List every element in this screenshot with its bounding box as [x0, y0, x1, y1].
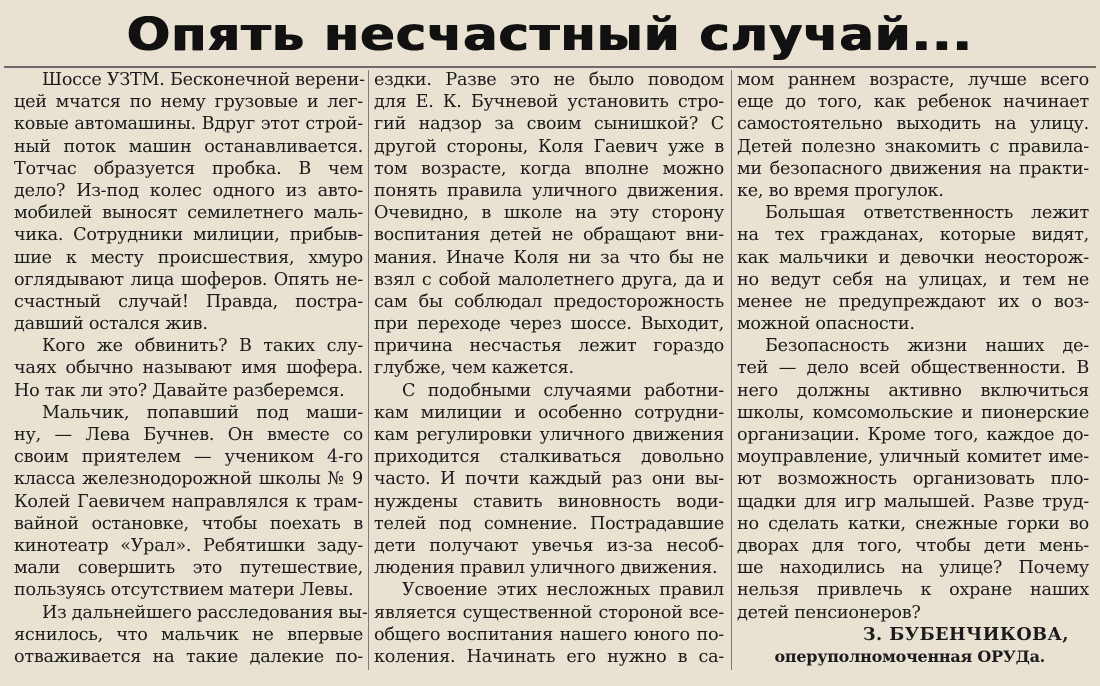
text-line: ну, — Лева Бучнев. Он вместе со: [14, 425, 363, 445]
text-line: Большая ответственность лежит: [765, 203, 1089, 224]
text-line: является существенной стороной все-: [374, 602, 724, 623]
text-line: Но так ли это? Давайте разберемся.: [14, 380, 345, 401]
text-line: кам милиции и особенно сотрудни-: [374, 402, 724, 423]
article-column-1: [14, 69, 368, 668]
text-line: при переходе через шоссе. Выходит,: [374, 314, 724, 335]
text-line: яснилось, что мальчик не впервые: [14, 624, 363, 645]
text-line: нельзя привлечь к охране наших: [737, 580, 1089, 601]
column-divider: [731, 70, 732, 670]
text-line: взял с собой малолетнего друга, да и: [374, 269, 724, 290]
text-line: другой стороны, Коля Гаевич уже в: [374, 136, 724, 157]
text-line: гий надзор за своим сынишкой? С: [374, 114, 724, 135]
text-line: ковые автомашины. Вдруг этот строй-: [14, 114, 363, 135]
text-line: Шоссе УЗТМ. Бесконечной верени-: [42, 70, 365, 90]
text-line: Кого же обвинить? В таких слу-: [42, 336, 363, 357]
article-headline: Опять несчастный случай...: [126, 8, 974, 61]
text-line: отваживается на такие далекие по-: [14, 646, 363, 667]
text-line: можной опасности.: [737, 314, 915, 335]
text-line: как мальчики и девочки неосторож-: [737, 247, 1089, 268]
text-line: ют возможность организовать пло-: [737, 469, 1089, 490]
text-line: но сделать катки, снежные горки во: [737, 513, 1089, 534]
text-line: Очевидно, в школе на эту сторону: [374, 203, 724, 224]
text-line: класса железнодорожной школы № 9: [14, 469, 363, 490]
text-line: людения правил уличного движения.: [374, 558, 718, 579]
text-line: шие к месту происшествия, хмуро: [14, 247, 363, 268]
text-line: понять правила уличного движения.: [374, 180, 724, 201]
text-line: мания. Иначе Коля ни за что бы не: [374, 247, 724, 268]
text-line: Безопасность жизни наших де-: [765, 336, 1089, 357]
text-line: кинотеатр «Урал». Ребятишки заду-: [14, 535, 363, 556]
text-line: но ведут себя на улицах, и тем не: [737, 269, 1089, 290]
text-line: пользуясь отсутствием матери Левы.: [14, 580, 354, 601]
text-line: коления. Начинать его нужно в са-: [374, 646, 724, 667]
text-line: мом раннем возрасте, лучше всего: [737, 70, 1089, 90]
text-line: ездки. Разве это не было поводом: [374, 70, 724, 90]
text-line: давший остался жив.: [14, 314, 208, 335]
column-lines: [737, 69, 1089, 624]
text-line: мали совершить это путешествие,: [14, 558, 363, 579]
text-line: организации. Кроме того, каждое до-: [737, 425, 1089, 445]
column-divider: [368, 70, 369, 670]
text-line: на тех гражданах, которые видят,: [737, 225, 1089, 246]
text-line: том возрасте, когда вполне можно: [374, 158, 724, 179]
text-line: дело? Из-под колес одного из авто-: [14, 180, 363, 201]
text-line: для Е. К. Бучневой установить стро-: [374, 92, 724, 113]
text-line: телей под сомнение. Пострадавшие: [374, 513, 724, 534]
text-line: своим приятелем — учеником 4-го: [14, 447, 363, 468]
text-line: Мальчик, попавший под маши-: [42, 402, 363, 423]
text-line: детей пенсионеров?: [737, 602, 921, 623]
text-line: щадки для игр малышей. Разве труд-: [737, 491, 1089, 512]
article-column-3: [737, 69, 1089, 668]
text-line: менее не предупреждают их о воз-: [737, 291, 1089, 312]
text-line: глубже, чем кажется.: [374, 358, 574, 379]
text-line: Из дальнейшего расследования вы-: [42, 602, 368, 623]
text-line: Колей Гаевичем направлялся к трам-: [14, 491, 363, 512]
text-line: сам бы соблюдал предосторожность: [374, 291, 724, 312]
text-line: ми безопасного движения на практи-: [737, 158, 1089, 179]
article-column-2: [374, 69, 724, 668]
text-line: С подобными случаями работни-: [402, 380, 724, 401]
text-line: Усвоение этих несложных правил: [402, 580, 724, 601]
text-line: дети получают увечья из-за несоб-: [374, 535, 724, 556]
text-line: школы, комсомольские и пионерские: [737, 402, 1089, 423]
text-line: часто. И почти каждый раз они вы-: [374, 469, 724, 490]
text-line: вайной остановке, чтобы поехать в: [14, 513, 363, 534]
author-role: оперуполномоченная ОРУДа.: [774, 646, 1045, 666]
text-line: ше находились на улице? Почему: [737, 558, 1089, 579]
author-name: З. БУБЕНЧИКОВА,: [862, 623, 1069, 645]
text-line: Детей полезно знакомить с правила-: [737, 136, 1089, 157]
text-line: цей мчатся по нему грузовые и лег-: [14, 92, 363, 113]
text-line: самостоятельно выходить на улицу.: [737, 114, 1089, 135]
text-line: тей — дело всей общественности. В: [737, 358, 1089, 379]
text-line: кам регулировки уличного движения: [374, 425, 724, 445]
text-line: еще до того, как ребенок начинает: [737, 92, 1089, 113]
text-line: чика. Сотрудники милиции, прибыв-: [14, 225, 363, 246]
text-line: общего воспитания нашего юного по-: [374, 624, 724, 645]
text-line: ный поток машин останавливается.: [14, 136, 363, 157]
text-line: чаях обычно называют имя шофера.: [14, 358, 363, 379]
text-line: оглядывают лица шоферов. Опять не-: [14, 269, 363, 290]
text-line: моуправление, уличный комитет име-: [737, 447, 1089, 468]
headline-rule: [4, 66, 1096, 68]
text-line: дворах для того, чтобы дети мень-: [737, 535, 1089, 556]
text-line: Тотчас образуется пробка. В чем: [14, 158, 363, 179]
text-line: него должны активно включиться: [737, 380, 1089, 401]
text-line: причина несчастья лежит гораздо: [374, 336, 724, 357]
text-line: воспитания детей не обращают вни-: [374, 225, 724, 246]
text-line: нуждены ставить виновность води-: [374, 491, 724, 512]
text-line: мобилей выносят семилетнего маль-: [14, 203, 363, 224]
text-line: приходится сталкиваться довольно: [374, 447, 724, 468]
text-line: ке, во время прогулок.: [737, 180, 944, 201]
text-line: счастный случай! Правда, постра-: [14, 291, 363, 312]
